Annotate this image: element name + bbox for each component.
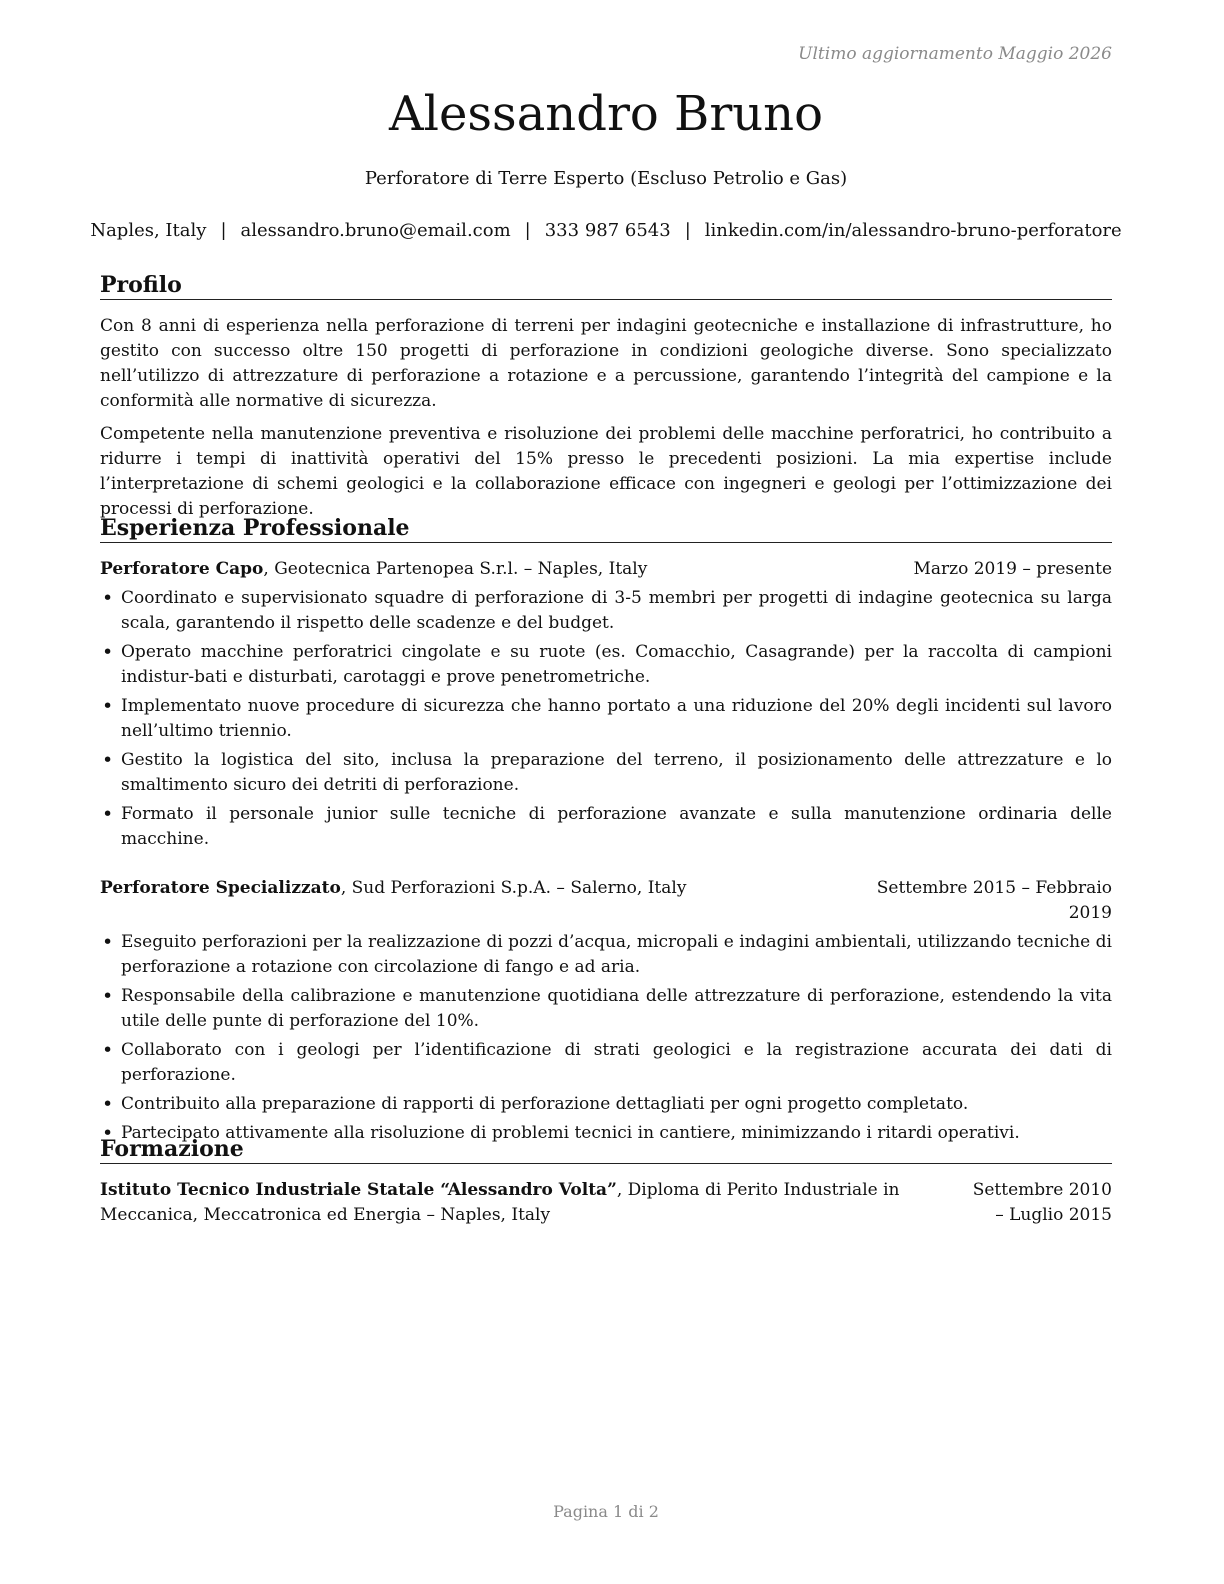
contact-linkedin[interactable]: linkedin.com/in/alessandro-bruno-perforatore — [704, 220, 1122, 241]
contact-line — [80, 220, 1132, 241]
list-item: • Operato macchine perforatrici cingolate e su ruote (es. Comacchio, Casagrande) per la raccolta di campioni indistur-bati e disturbati, carotaggi e prove penetrometriche. — [100, 640, 1112, 690]
list-item: • Contribuito alla preparazione di rapporti di perforazione dettagliati per ogni progetto completato. — [100, 1092, 1112, 1117]
section-title-experience: Esperienza Professionale — [100, 515, 1112, 543]
list-item: • Gestito la logistica del sito, inclusa la preparazione del terreno, il posizionamento delle attrezzature e lo smaltimento sicuro dei detriti di perforazione. — [100, 748, 1112, 798]
profile-paragraph: Competente nella manutenzione preventiva e risoluzione dei problemi delle macchine perforatrici, ho contribuito a ridurre i tempi di inattività operativi del 15% presso le precedenti posizioni. La mia expertise include l’interpretazione di schemi geologici e la collaborazione efficace con ingegneri e geologi per l’ottimizzazione dei processi di perforazione. — [100, 424, 1112, 519]
job-role-line — [100, 557, 647, 582]
list-item: • Responsabile della calibrazione e manutenzione quotidiana delle attrezzature di perforazione, estendendo la vita utile delle punte di perforazione del 10%. — [100, 984, 1112, 1034]
contact-location: Naples, Italy — [90, 220, 207, 241]
job-role: Perforatore Capo — [100, 559, 264, 579]
job-title: Perforatore di Terre Esperto (Escluso Petrolio e Gas) — [364, 168, 848, 189]
job-header — [100, 876, 1112, 926]
job-company: , Geotecnica Partenopea S.r.l. – Naples, Italy — [263, 559, 648, 579]
list-item: • Eseguito perforazioni per la realizzazione di pozzi d’acqua, micropali e indagini ambientali, utilizzando tecniche di perforazione a rotazione con circolazione di fango e ad aria. — [100, 930, 1112, 980]
profile-section — [100, 272, 1112, 530]
job-role-line — [100, 876, 686, 926]
job-bullets — [100, 930, 1112, 1146]
resume-page — [90, 0, 1122, 1584]
education-school: Istituto Tecnico Industriale Statale “Alessandro Volta” — [100, 1180, 617, 1200]
list-item: • Formato il personale junior sulle tecniche di perforazione avanzate e sulla manutenzione ordinaria delle macchine. — [100, 802, 1112, 852]
education-dates: Settembre 2010 – Luglio 2015 — [972, 1180, 1112, 1225]
education-degree: , Diploma di Perito Industriale in Meccanica, Meccatronica ed Energia – Naples, Italy — [100, 1180, 900, 1225]
section-title-profile: Profilo — [100, 272, 1112, 300]
profile-paragraph: Con 8 anni di esperienza nella perforazione di terreni per indagini geotecniche e installazione di infrastrutture, ho gestito con successo oltre 150 progetti di perforazione in condizioni geologiche diverse. Sono specializzato nell’utilizzo di attrezzature di perforazione a rotazione e a percussione, garantendo l’integrità del campione e la conformità alle normative di sicurezza. — [100, 316, 1112, 411]
list-item: • Implementato nuove procedure di sicurezza che hanno portato a una riduzione del 20% degli incidenti sul lavoro nell’ultimo triennio. — [100, 694, 1112, 744]
education-entry — [100, 1178, 1112, 1228]
job-entry — [100, 876, 1112, 1146]
profile-text — [100, 314, 1112, 522]
candidate-name: Alessandro Bruno — [389, 86, 823, 142]
last-updated: Ultimo aggiornamento Maggio 2026 — [798, 44, 1112, 64]
list-item: • Coordinato e supervisionato squadre di perforazione di 3-5 membri per progetti di indagine geotecnica su larga scala, garantendo il rispetto delle scadenze e del budget. — [100, 586, 1112, 636]
section-title-education: Formazione — [100, 1136, 1112, 1164]
list-item: • Collaborato con i geologi per l’identificazione di strati geologici e la registrazione accurata dei dati di perforazione. — [100, 1038, 1112, 1088]
job-company: , Sud Perforazioni S.p.A. – Salerno, Italy — [340, 878, 687, 898]
education-school-line — [100, 1178, 900, 1228]
contact-phone[interactable]: 333 987 6543 — [544, 220, 671, 241]
job-bullets — [100, 586, 1112, 852]
job-entry — [100, 557, 1112, 852]
list-item: • Partecipato attivamente alla risoluzione di problemi tecnici in cantiere, minimizzando i ritardi operativi. — [100, 1121, 1112, 1146]
contact-separator: | — [524, 220, 531, 241]
contact-separator: | — [684, 220, 691, 241]
job-header — [100, 557, 1112, 582]
job-role: Perforatore Specializzato — [100, 878, 341, 898]
contact-separator: | — [220, 220, 227, 241]
job-dates: Marzo 2019 – presente — [913, 559, 1112, 579]
education-section — [100, 1136, 1112, 1228]
page-number: Pagina 1 di 2 — [553, 1502, 659, 1521]
contact-email[interactable]: alessandro.bruno@email.com — [240, 220, 511, 241]
job-dates: Settembre 2015 – Febbraio 2019 — [876, 878, 1112, 923]
experience-section — [100, 515, 1112, 1150]
